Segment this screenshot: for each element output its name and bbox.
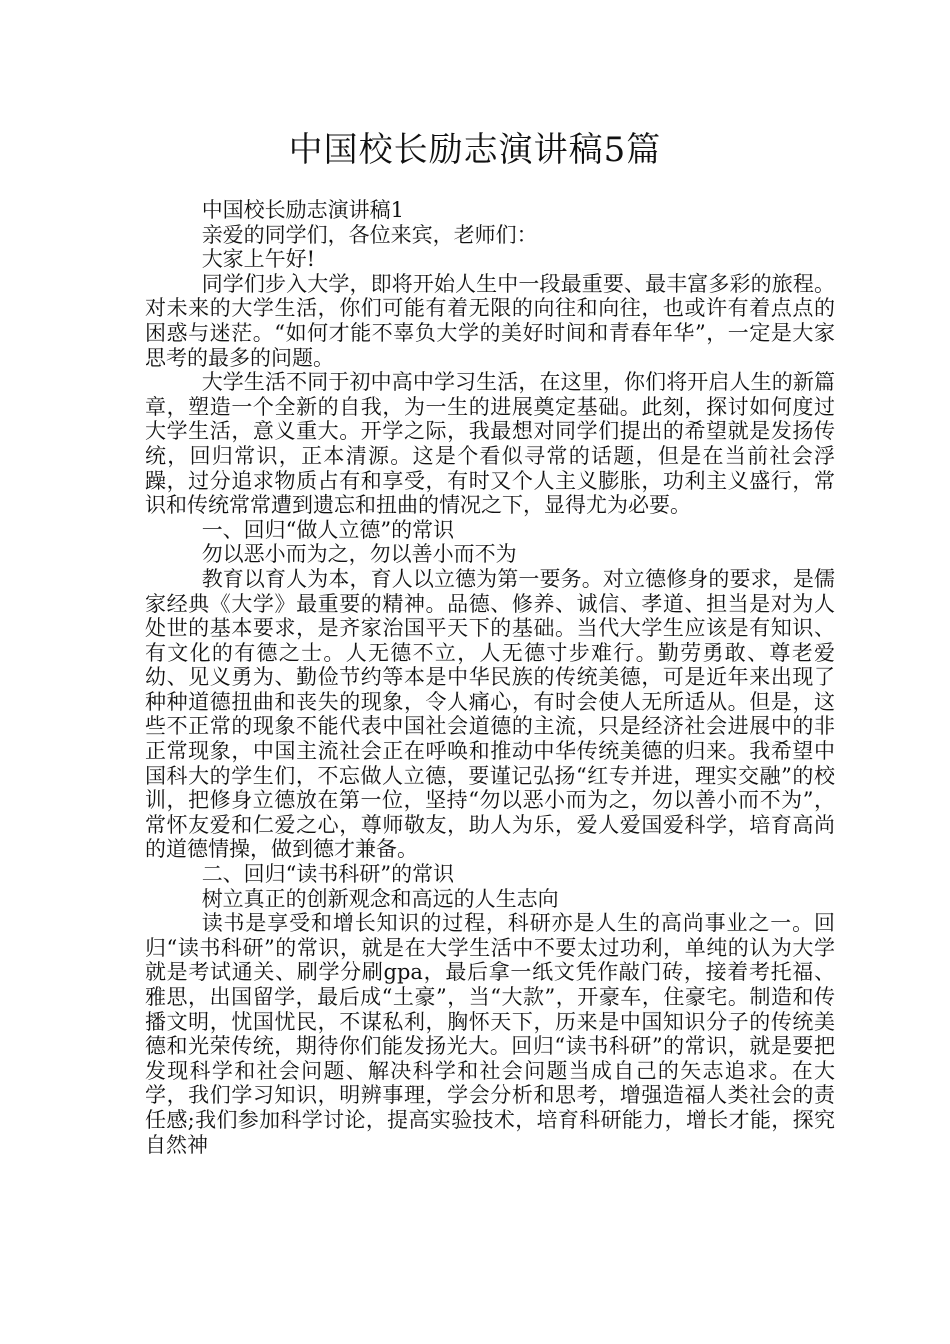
paragraph: 同学们步入大学，即将开始人生中一段最重要、最丰富多彩的旅程。对未来的大学生活，你们可能有着无限的向往和向往，也或许有着点点的困惑与迷茫。“如何才能不辜负大学的美好时间和青春年华”，一定是大家思考的最多的问题。 <box>145 271 835 370</box>
greeting: 大家上午好! <box>201 247 316 272</box>
subsection-motto: 树立真正的创新观念和高远的人生志向 <box>201 886 559 911</box>
paragraph: 大学生活不同于初中高中学习生活，在这里，你们将开启人生的新篇章，塑造一个全新的自我，为一生的进展奠定基础。此刻，探讨如何度过大学生活，意义重大。开学之际，我最想对同学们提出的希望就是发扬传统，回归常识，正本清源。这是个看似寻常的话题，但是在当前社会浮躁，过分追求物质占有和享受，有时又个人主义膨胀，功利主义盛行，常识和传统常常遭到遗忘和扭曲的情况之下，显得尤为必要。 <box>145 370 835 518</box>
salutation: 亲爱的同学们，各位来宾，老师们： <box>201 222 538 247</box>
subsection-motto: 勿以恶小而为之，勿以善小而不为 <box>201 542 517 567</box>
section-heading: 中国校长励志演讲稿1 <box>201 198 405 222</box>
document-title: 中国校长励志演讲稿5篇 <box>288 130 662 170</box>
subsection-heading: 一、回归“做人立德”的常识 <box>201 517 455 542</box>
subsection-heading: 二、回归“读书科研”的常识 <box>201 862 455 887</box>
document-body <box>145 198 835 1157</box>
paragraph: 读书是享受和增长知识的过程，科研亦是人生的高尚事业之一。回归“读书科研”的常识，就是在大学生活中不要太过功利，单纯的认为大学就是考试通关、刷学分刷gpa，最后拿一纸文凭作敲门砖，接着考托福、雅思，出国留学，最后成“土豪”，当“大款”，开豪车，住豪宅。制造和传播文明，忧国忧民，不谋私利，胸怀天下，历来是中国知识分子的传统美德和光荣传统，期待你们能发扬光大。回归“读书科研”的常识，就是要把发现科学和社会问题、解决科学和社会问题当成自己的矢志追求。在大学，我们学习知识，明辨事理，学会分析和思考，增强造福人类社会的责任感;我们参加科学讨论，提高实验技术，培育科研能力，增长才能，探究自然神 <box>145 911 835 1157</box>
paragraph: 教育以育人为本，育人以立德为第一要务。对立德修身的要求，是儒家经典《大学》最重要的精神。品德、修养、诚信、孝道、担当是对为人处世的基本要求，是齐家治国平天下的基础。当代大学生应该是有知识、有文化的有德之士。人无德不立，人无德寸步难行。勤劳勇敢、尊老爱幼、见义勇为、勤俭节约等本是中华民族的传统美德，可是近年来出现了种种道德扭曲和丧失的现象，令人痛心，有时会使人无所适从。但是，这些不正常的现象不能代表中国社会道德的主流，只是经济社会进展中的非正常现象，中国主流社会正在呼唤和推动中华传统美德的归来。我希望中国科大的学生们，不忘做人立德，要谨记弘扬“红专并进，理实交融”的校训，把修身立德放在第一位，坚持“勿以恶小而为之，勿以善小而不为”，常怀友爱和仁爱之心，尊师敬友，助人为乐，爱人爱国爱科学，培育高尚的道德情操，做到德才兼备。 <box>145 566 835 862</box>
